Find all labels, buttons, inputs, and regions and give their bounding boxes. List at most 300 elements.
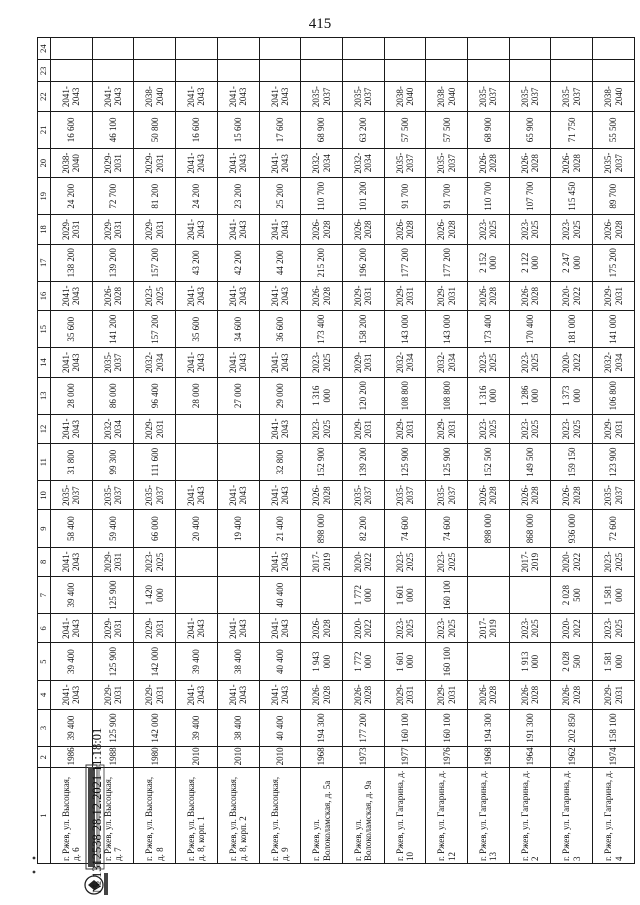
table-cell: 2023-2025	[134, 547, 176, 576]
table-cell: 2041-2043	[51, 82, 93, 111]
table-cell	[176, 547, 218, 576]
column-number-19: 19	[38, 178, 51, 215]
table-cell: 160 100	[426, 709, 468, 746]
address-cell: г. Ржев, ул. Высоцкая, д. 8, корп. 2	[217, 768, 259, 864]
table-row	[509, 38, 551, 864]
table-cell: 2032-2034	[301, 148, 343, 177]
table-cell: 158 100	[593, 709, 635, 746]
table-cell: 2029-2031	[134, 215, 176, 244]
table-cell: 2041-2043	[259, 215, 301, 244]
table-cell: 173 400	[301, 311, 343, 348]
table-cell: 173 400	[468, 311, 510, 348]
table-cell: 141 000	[593, 311, 635, 348]
table-cell: 2032-2034	[426, 348, 468, 377]
table-cell: 2026-2028	[384, 215, 426, 244]
table-cell	[217, 576, 259, 613]
table-cell: 2032-2034	[384, 348, 426, 377]
table-cell: 143 000	[426, 311, 468, 348]
table-cell: 2029-2031	[384, 414, 426, 443]
table-cell: 2035-2037	[134, 481, 176, 510]
column-number-9: 9	[38, 510, 51, 547]
table-cell: 2041-2043	[217, 680, 259, 709]
table-cell	[51, 60, 93, 82]
table-cell: 82 200	[342, 510, 384, 547]
address-cell: г. Ржев, ул. Гагарина, д. 3	[551, 768, 593, 864]
table-cell: 898 000	[301, 510, 343, 547]
column-number-3: 3	[38, 709, 51, 746]
table-cell: 2035-2037	[301, 82, 343, 111]
table-cell: 2041-2043	[176, 215, 218, 244]
address-cell: г. Ржев, ул. Волоколамская, д. 5а	[301, 768, 343, 864]
table-cell: 81 200	[134, 178, 176, 215]
table-cell: 2041-2043	[176, 680, 218, 709]
table-cell: 110 700	[301, 178, 343, 215]
table-cell: 2035-2037	[92, 348, 134, 377]
table-cell	[551, 60, 593, 82]
table-cell: 1977	[384, 747, 426, 768]
table-cell: 2020-2022	[342, 614, 384, 643]
table-cell: 25 200	[259, 178, 301, 215]
table-cell: 2041-2043	[217, 348, 259, 377]
table-cell: 2041-2043	[176, 281, 218, 310]
table-cell: 2026-2028	[301, 680, 343, 709]
column-number-7: 7	[38, 576, 51, 613]
table-cell: 2035-2037	[342, 82, 384, 111]
table-cell: 2041-2043	[217, 614, 259, 643]
column-number-24: 24	[38, 38, 51, 60]
table-cell: 20 400	[176, 510, 218, 547]
table-cell: 2023-2025	[551, 215, 593, 244]
table-cell: 177 200	[426, 244, 468, 281]
table-cell: 2041-2043	[51, 614, 93, 643]
address-cell: г. Ржев, ул. Гагарина, д. 12	[426, 768, 468, 864]
table-cell: 191 300	[509, 709, 551, 746]
address-cell: г. Ржев, ул. Гагарина, д. 13	[468, 768, 510, 864]
table-cell	[593, 38, 635, 60]
table-cell: 2029-2031	[426, 281, 468, 310]
table-cell	[468, 60, 510, 82]
table-cell: 63 200	[342, 111, 384, 148]
table-cell: 158 200	[342, 311, 384, 348]
table-cell: 2035-2037	[426, 481, 468, 510]
table-row	[426, 38, 468, 864]
table-cell: 2041-2043	[51, 414, 93, 443]
table-cell: 138 200	[51, 244, 93, 281]
column-number-15: 15	[38, 311, 51, 348]
column-number-18: 18	[38, 215, 51, 244]
table-cell: 28 000	[51, 377, 93, 414]
table-cell: 196 200	[342, 244, 384, 281]
table-cell	[217, 60, 259, 82]
table-cell: 125 900	[426, 444, 468, 481]
table-cell: 2029-2031	[134, 148, 176, 177]
table-cell: 2023-2025	[509, 348, 551, 377]
column-number-23: 23	[38, 60, 51, 82]
table-cell: 160 100	[384, 709, 426, 746]
table-cell: 55 500	[593, 111, 635, 148]
table-cell: 17 600	[259, 111, 301, 148]
table-cell: 1962	[551, 747, 593, 768]
column-number-20: 20	[38, 148, 51, 177]
table-cell	[51, 38, 93, 60]
table-cell: 125 900	[92, 709, 134, 746]
table-row	[259, 38, 301, 864]
column-number-17: 17	[38, 244, 51, 281]
table-cell: 1 772 000	[342, 576, 384, 613]
table-cell	[384, 60, 426, 82]
table-cell: 29 000	[259, 377, 301, 414]
column-number-8: 8	[38, 547, 51, 576]
table-cell: 2020-2022	[551, 281, 593, 310]
table-cell: 2023-2025	[134, 281, 176, 310]
table-cell: 72 600	[593, 510, 635, 547]
table-cell: 2041-2043	[51, 348, 93, 377]
table-cell: 143 000	[384, 311, 426, 348]
table-cell: 2032-2034	[342, 148, 384, 177]
table-cell: 2023-2025	[468, 414, 510, 443]
table-cell: 2026-2028	[468, 281, 510, 310]
table-cell: 142 000	[134, 709, 176, 746]
table-cell: 66 000	[134, 510, 176, 547]
table-cell: 2041-2043	[217, 82, 259, 111]
data-table	[37, 37, 635, 864]
table-cell: 107 700	[509, 178, 551, 215]
column-number-16: 16	[38, 281, 51, 310]
table-cell: 23 200	[217, 178, 259, 215]
table-cell: 1976	[426, 747, 468, 768]
document-id: № 1312538 28.12.2021 11:18:01	[90, 727, 104, 893]
table-cell: 123 900	[593, 444, 635, 481]
table-cell: 2029-2031	[134, 680, 176, 709]
table-cell: 149 500	[509, 444, 551, 481]
table-cell: 2035-2037	[92, 481, 134, 510]
table-cell: 2026-2028	[342, 680, 384, 709]
table-cell: 2026-2028	[551, 481, 593, 510]
table-cell: 1 286 000	[509, 377, 551, 414]
table-cell: 86 000	[92, 377, 134, 414]
table-cell: 898 000	[468, 510, 510, 547]
table-cell: 2041-2043	[217, 215, 259, 244]
address-cell: г. Ржев, ул. Высоцкая, д. 8	[134, 768, 176, 864]
table-cell	[426, 60, 468, 82]
column-number-1: 1	[38, 768, 51, 864]
table-cell: 1980	[134, 747, 176, 768]
table-cell: 31 800	[51, 444, 93, 481]
table-cell: 2 122 000	[509, 244, 551, 281]
table-cell	[92, 60, 134, 82]
address-cell: г. Ржев, ул. Волоколамская, д. 9а	[342, 768, 384, 864]
table-row	[301, 38, 343, 864]
column-number-5: 5	[38, 643, 51, 680]
table-cell: 2029-2031	[134, 414, 176, 443]
table-cell: 2 247 000	[551, 244, 593, 281]
table-cell: 194 300	[468, 709, 510, 746]
table-cell: 46 100	[92, 111, 134, 148]
table-cell: 2029-2031	[92, 547, 134, 576]
table-cell: 2035-2037	[51, 481, 93, 510]
table-cell: 2041-2043	[51, 281, 93, 310]
table-cell	[509, 60, 551, 82]
table-cell	[509, 38, 551, 60]
table-cell: 2035-2037	[426, 148, 468, 177]
table-cell: 2041-2043	[176, 614, 218, 643]
table-row	[217, 38, 259, 864]
table-cell: 2035-2037	[384, 481, 426, 510]
table-cell: 2041-2043	[259, 481, 301, 510]
table-cell: 2026-2028	[509, 281, 551, 310]
table-cell: 2041-2043	[176, 148, 218, 177]
table-cell: 2041-2043	[92, 82, 134, 111]
address-cell: г. Ржев, ул. Высоцкая, д. 7	[92, 768, 134, 864]
column-number-4: 4	[38, 680, 51, 709]
table-cell: 152 500	[468, 444, 510, 481]
table-cell: 2023-2025	[509, 414, 551, 443]
table-cell: 181 000	[551, 311, 593, 348]
table-cell: 74 600	[384, 510, 426, 547]
table-cell: 2026-2028	[551, 148, 593, 177]
table-cell: 19 400	[217, 510, 259, 547]
table-cell: 125 900	[384, 444, 426, 481]
margin-marks-icon	[28, 852, 40, 882]
table-cell: 2029-2031	[342, 348, 384, 377]
table-cell: 936 000	[551, 510, 593, 547]
table-cell	[176, 414, 218, 443]
table-cell: 2010	[176, 747, 218, 768]
table-cell: 2029-2031	[384, 680, 426, 709]
table-cell: 108 800	[384, 377, 426, 414]
table-cell: 2029-2031	[593, 414, 635, 443]
table-cell	[259, 38, 301, 60]
table-cell	[176, 60, 218, 82]
table-cell: 99 300	[92, 444, 134, 481]
column-number-13: 13	[38, 377, 51, 414]
table-cell: 2023-2025	[509, 614, 551, 643]
table-cell	[217, 444, 259, 481]
table-cell: 170 400	[509, 311, 551, 348]
table-cell: 21 400	[259, 510, 301, 547]
table-cell	[426, 38, 468, 60]
table-cell: 1 316 000	[468, 377, 510, 414]
table-cell: 39 400	[176, 643, 218, 680]
table-cell: 2026-2028	[551, 680, 593, 709]
table-cell: 2041-2043	[259, 547, 301, 576]
address-cell: г. Ржев, ул. Гагарина, д. 4	[593, 768, 635, 864]
table-cell: 2029-2031	[134, 614, 176, 643]
table-cell: 74 600	[426, 510, 468, 547]
table-cell: 2026-2028	[509, 481, 551, 510]
table-cell: 159 150	[551, 444, 593, 481]
table-cell: 868 000	[509, 510, 551, 547]
table-cell: 34 600	[217, 311, 259, 348]
table-cell: 2041-2043	[176, 481, 218, 510]
table-cell: 1 601 000	[384, 576, 426, 613]
table-cell: 35 600	[51, 311, 93, 348]
table-cell: 2026-2028	[468, 148, 510, 177]
table-cell: 157 200	[134, 311, 176, 348]
table-cell: 58 400	[51, 510, 93, 547]
table-cell: 2023-2025	[301, 348, 343, 377]
table-cell: 65 900	[509, 111, 551, 148]
table-cell: 2035-2037	[593, 481, 635, 510]
address-cell: г. Ржев, ул. Гагарина, д. 2	[509, 768, 551, 864]
table-cell: 2032-2034	[593, 348, 635, 377]
table-cell: 2026-2028	[301, 481, 343, 510]
page-number: 415	[308, 16, 332, 32]
table-cell: 2032-2034	[134, 348, 176, 377]
table-cell: 1 581 000	[593, 576, 635, 613]
table-cell: 2026-2028	[342, 215, 384, 244]
table-cell: 24 200	[51, 178, 93, 215]
table-cell: 2038-2040	[134, 82, 176, 111]
table-cell: 2026-2028	[509, 148, 551, 177]
table-cell: 202 850	[551, 709, 593, 746]
table-cell: 57 500	[384, 111, 426, 148]
table-cell: 2029-2031	[593, 281, 635, 310]
table-cell: 1 420 000	[134, 576, 176, 613]
table-cell: 1988	[92, 747, 134, 768]
table-cell: 68 900	[301, 111, 343, 148]
table-cell	[301, 576, 343, 613]
table-cell: 2 028 500	[551, 643, 593, 680]
table-cell: 16 600	[51, 111, 93, 148]
table-cell: 2041-2043	[259, 614, 301, 643]
table-row	[176, 38, 218, 864]
table-cell: 1968	[468, 747, 510, 768]
table-row	[551, 38, 593, 864]
table-cell: 194 300	[301, 709, 343, 746]
table-cell: 2041-2043	[176, 82, 218, 111]
table-cell: 2041-2043	[259, 281, 301, 310]
table-cell: 2029-2031	[92, 680, 134, 709]
table-cell: 38 400	[217, 709, 259, 746]
table-row	[342, 38, 384, 864]
table-cell: 2023-2025	[468, 348, 510, 377]
table-cell	[593, 60, 635, 82]
table-cell: 39 400	[51, 709, 93, 746]
table-cell: 2029-2031	[92, 215, 134, 244]
table-cell: 91 700	[384, 178, 426, 215]
table-cell: 39 400	[51, 576, 93, 613]
table-row	[468, 38, 510, 864]
table-cell: 2041-2043	[259, 148, 301, 177]
table-cell: 2032-2034	[92, 414, 134, 443]
table-cell	[176, 576, 218, 613]
table-cell	[301, 60, 343, 82]
table-cell: 2038-2040	[426, 82, 468, 111]
table-cell: 215 200	[301, 244, 343, 281]
table-cell: 2017-2019	[301, 547, 343, 576]
table-cell: 125 900	[92, 576, 134, 613]
address-cell: г. Ржев, ул. Высоцкая, д. 9	[259, 768, 301, 864]
table-cell: 139 200	[92, 244, 134, 281]
table-cell	[134, 60, 176, 82]
table-cell: 2035-2037	[384, 148, 426, 177]
table-cell: 160 100	[426, 643, 468, 680]
table-cell: 111 600	[134, 444, 176, 481]
table-cell: 152 900	[301, 444, 343, 481]
table-cell: 2026-2028	[509, 680, 551, 709]
table-cell: 110 700	[468, 178, 510, 215]
table-cell: 2023-2025	[509, 215, 551, 244]
rotated-table-container	[37, 37, 635, 864]
table-cell: 2035-2037	[468, 82, 510, 111]
table-row	[593, 38, 635, 864]
table-cell: 44 200	[259, 244, 301, 281]
table-cell: 91 700	[426, 178, 468, 215]
table-cell: 1974	[593, 747, 635, 768]
table-cell: 40 400	[259, 709, 301, 746]
table-cell: 2026-2028	[301, 215, 343, 244]
table-cell: 2038-2040	[384, 82, 426, 111]
table-cell: 40 400	[259, 643, 301, 680]
table-cell	[92, 38, 134, 60]
table-cell: 28 000	[176, 377, 218, 414]
table-cell	[468, 576, 510, 613]
table-cell: 2041-2043	[51, 680, 93, 709]
table-cell	[342, 38, 384, 60]
table-cell	[509, 576, 551, 613]
table-cell: 160 100	[426, 576, 468, 613]
table-cell: 50 800	[134, 111, 176, 148]
table-cell: 27 000	[217, 377, 259, 414]
table-cell: 2023-2025	[384, 614, 426, 643]
column-number-21: 21	[38, 111, 51, 148]
table-cell: 2029-2031	[593, 680, 635, 709]
table-cell: 71 750	[551, 111, 593, 148]
table-cell: 2026-2028	[593, 215, 635, 244]
table-cell: 57 500	[426, 111, 468, 148]
table-cell: 42 200	[217, 244, 259, 281]
table-cell: 15 600	[217, 111, 259, 148]
table-cell: 2017-2019	[509, 547, 551, 576]
table-cell: 2010	[259, 747, 301, 768]
table-cell: 2038-2040	[51, 148, 93, 177]
address-cell: г. Ржев, ул. Высоцкая, д. 6	[51, 768, 93, 864]
table-cell: 2023-2025	[468, 215, 510, 244]
table-cell: 1 772 000	[342, 643, 384, 680]
table-cell: 2023-2025	[426, 547, 468, 576]
table-row	[134, 38, 176, 864]
table-cell	[176, 444, 218, 481]
table-cell: 142 000	[134, 643, 176, 680]
column-number-14: 14	[38, 348, 51, 377]
table-cell	[551, 38, 593, 60]
table-cell: 125 900	[92, 643, 134, 680]
table-cell: 106 800	[593, 377, 635, 414]
table-cell: 2026-2028	[92, 281, 134, 310]
table-cell: 2035-2037	[551, 82, 593, 111]
table-cell: 1 913 000	[509, 643, 551, 680]
table-cell: 2029-2031	[51, 215, 93, 244]
table-cell: 1986	[51, 747, 93, 768]
table-cell: 1 943 000	[301, 643, 343, 680]
table-cell: 1964	[509, 747, 551, 768]
table-cell	[217, 547, 259, 576]
table-cell: 89 700	[593, 178, 635, 215]
table-cell: 36 600	[259, 311, 301, 348]
table-cell: 2041-2043	[259, 414, 301, 443]
table-cell: 1 373 000	[551, 377, 593, 414]
table-cell: 177 200	[384, 244, 426, 281]
table-cell: 16 600	[176, 111, 218, 148]
table-cell: 2035-2037	[593, 148, 635, 177]
table-cell: 108 800	[426, 377, 468, 414]
table-cell: 1973	[342, 747, 384, 768]
table-cell: 2026-2028	[426, 215, 468, 244]
table-cell: 2029-2031	[92, 148, 134, 177]
address-cell: г. Ржев, ул. Высоцкая, д. 8, корп. 1	[176, 768, 218, 864]
table-cell: 2 028 500	[551, 576, 593, 613]
